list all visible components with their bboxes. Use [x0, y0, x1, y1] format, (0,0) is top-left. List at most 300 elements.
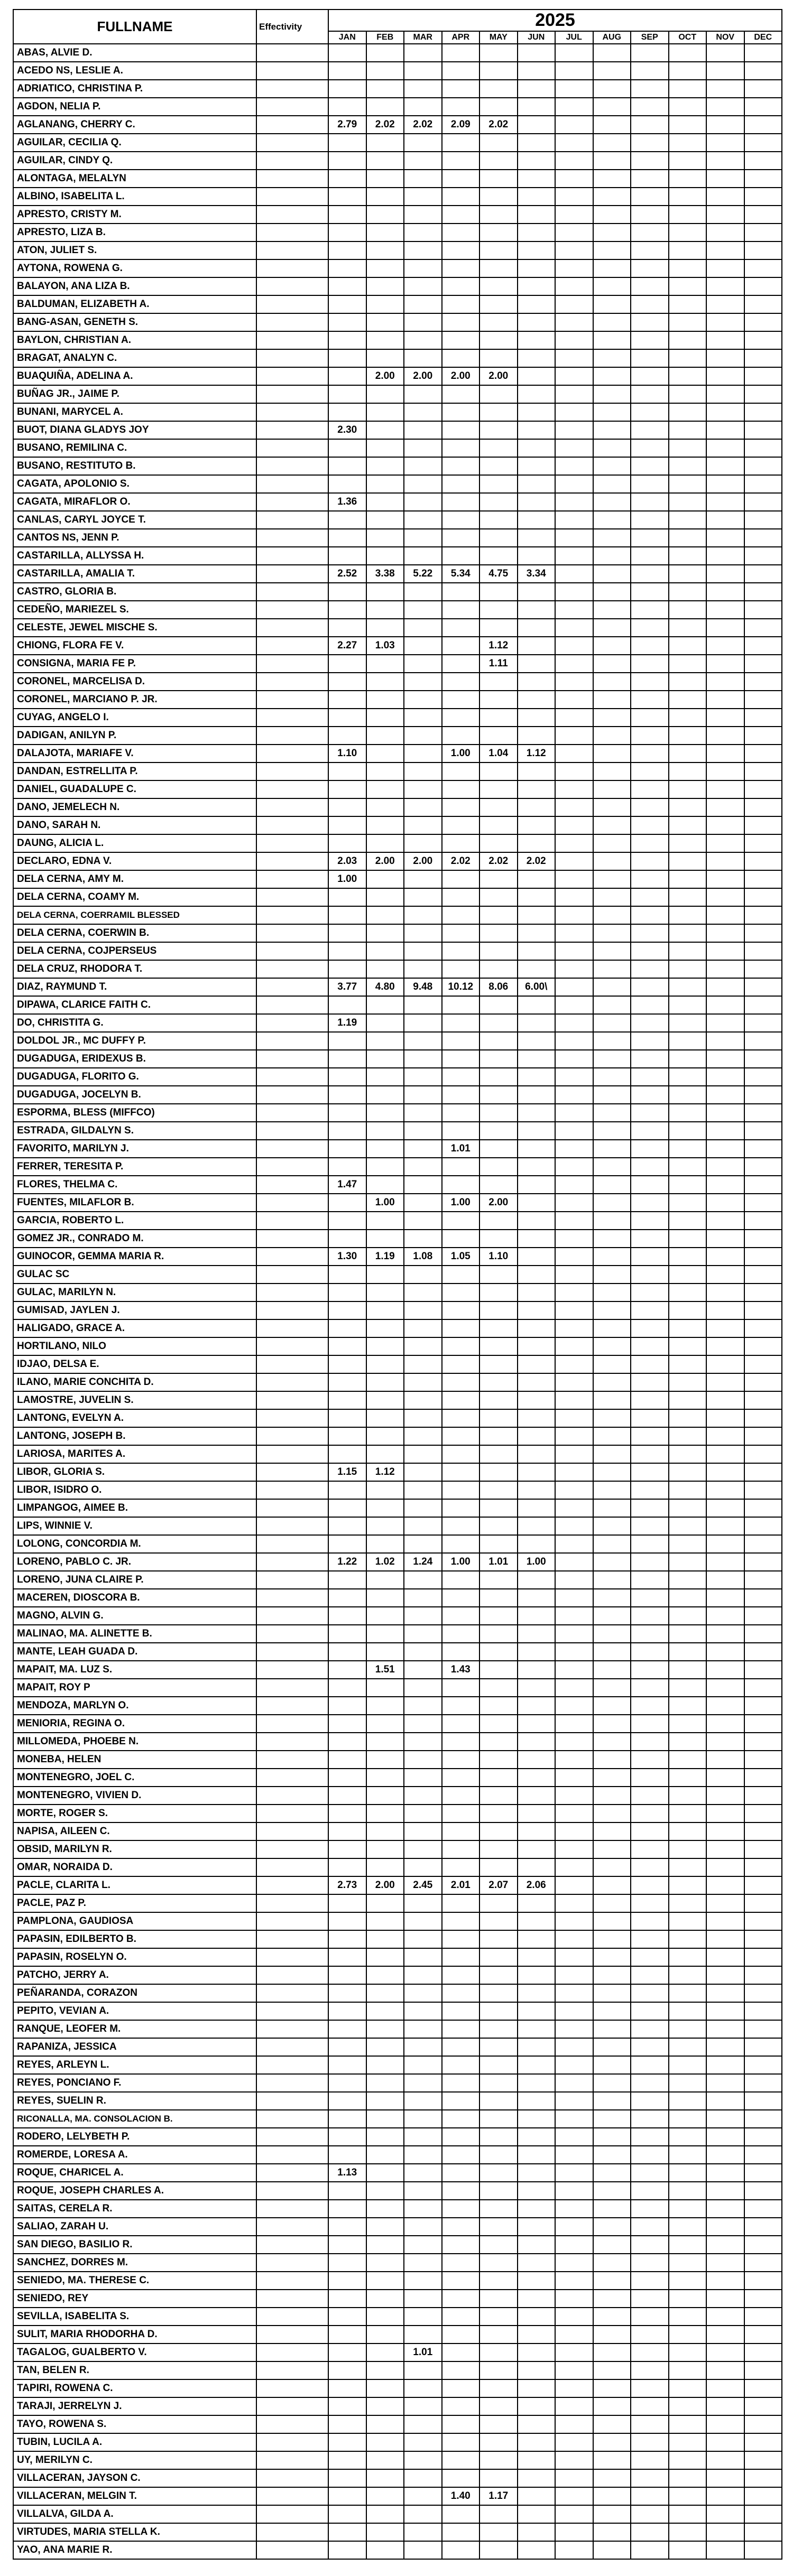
month-value-cell: [328, 1571, 366, 1589]
month-value-cell: [555, 1391, 593, 1409]
month-value-cell: [442, 1481, 480, 1499]
month-value-cell: [480, 1517, 518, 1535]
month-value-cell: [366, 457, 404, 475]
effectivity-cell: [256, 619, 328, 637]
month-value-cell: [480, 2218, 518, 2236]
month-value-cell: [328, 1517, 366, 1535]
month-value-cell: [366, 1643, 404, 1661]
month-value-cell: [404, 152, 442, 170]
month-value-cell: [631, 44, 669, 62]
month-value-cell: [631, 1499, 669, 1517]
month-value-cell: [518, 2415, 556, 2433]
month-value-cell: [669, 1697, 707, 1715]
table-row: [13, 2343, 782, 2361]
table-row: [13, 601, 782, 619]
month-value-cell: [480, 1409, 518, 1427]
month-value-cell: [706, 709, 744, 727]
table-row: [13, 1715, 782, 1733]
month-value-cell: [404, 1912, 442, 1930]
month-value-cell: [480, 1589, 518, 1607]
fullname-cell: BUSANO, RESTITUTO B.: [13, 457, 256, 475]
month-value-cell: 2.02: [518, 852, 556, 870]
month-value-cell: [555, 978, 593, 996]
month-value-cell: [744, 1984, 782, 2002]
month-value-cell: [706, 403, 744, 421]
month-value-cell: [631, 2146, 669, 2164]
month-value-cell: [328, 80, 366, 98]
month-value-cell: 4.80: [366, 978, 404, 996]
month-value-cell: [442, 2326, 480, 2343]
month-value-cell: [404, 1858, 442, 1876]
month-value-cell: [669, 2110, 707, 2128]
month-value-cell: [593, 745, 631, 762]
month-value-cell: [404, 259, 442, 277]
month-value-cell: [442, 1697, 480, 1715]
month-value-cell: [669, 960, 707, 978]
table-row: [13, 98, 782, 116]
month-value-cell: [366, 2254, 404, 2272]
month-value-cell: [631, 942, 669, 960]
month-value-cell: [404, 1068, 442, 1086]
month-value-cell: [404, 2397, 442, 2415]
effectivity-cell: [256, 1876, 328, 1894]
month-value-cell: [631, 313, 669, 331]
effectivity-cell: [256, 2343, 328, 2361]
table-row: [13, 1822, 782, 1840]
month-value-cell: [366, 1337, 404, 1355]
month-value-cell: [404, 331, 442, 349]
effectivity-cell: [256, 2541, 328, 2559]
fullname-cell: AGUILAR, CECILIA Q.: [13, 134, 256, 152]
month-value-cell: [631, 1805, 669, 1822]
month-value-cell: [555, 727, 593, 745]
month-value-cell: [669, 1014, 707, 1032]
month-value-cell: [631, 852, 669, 870]
table-row: [13, 960, 782, 978]
month-value-cell: [744, 1337, 782, 1355]
month-value-cell: [555, 1840, 593, 1858]
month-value-cell: [442, 493, 480, 511]
month-value-cell: [669, 224, 707, 241]
month-value-cell: [480, 1445, 518, 1463]
month-value-cell: 1.12: [366, 1463, 404, 1481]
month-value-cell: [631, 2451, 669, 2469]
effectivity-cell: [256, 1553, 328, 1571]
month-value-cell: [366, 1625, 404, 1643]
month-value-cell: [442, 1104, 480, 1122]
month-value-cell: [706, 116, 744, 134]
month-value-cell: [442, 888, 480, 906]
month-value-cell: [593, 1517, 631, 1535]
month-value-cell: 1.01: [404, 2343, 442, 2361]
month-value-cell: [404, 1266, 442, 1284]
month-value-cell: [593, 852, 631, 870]
month-value-cell: [518, 601, 556, 619]
month-value-cell: [669, 44, 707, 62]
month-value-cell: [631, 2308, 669, 2326]
month-value-cell: [442, 2200, 480, 2218]
fullname-cell: BALAYON, ANA LIZA B.: [13, 277, 256, 295]
month-value-cell: [744, 2038, 782, 2056]
month-value-cell: [442, 2146, 480, 2164]
month-value-cell: [328, 762, 366, 780]
month-value-cell: [555, 1463, 593, 1481]
month-value-cell: [593, 1535, 631, 1553]
month-value-cell: [404, 1625, 442, 1643]
fullname-cell: BUÑAG JR., JAIME P.: [13, 385, 256, 403]
fullname-cell: CUYAG, ANGELO I.: [13, 709, 256, 727]
month-value-cell: [593, 2056, 631, 2074]
effectivity-cell: [256, 1679, 328, 1697]
month-value-cell: [593, 2523, 631, 2541]
month-value-cell: [366, 1427, 404, 1445]
month-value-cell: [480, 1661, 518, 1679]
month-value-cell: [442, 1266, 480, 1284]
month-value-cell: [593, 1589, 631, 1607]
table-row: [13, 224, 782, 241]
fullname-cell: TAYO, ROWENA S.: [13, 2415, 256, 2433]
month-value-cell: [555, 1230, 593, 1248]
month-value-cell: [593, 170, 631, 188]
month-value-cell: [555, 870, 593, 888]
month-value-cell: [442, 98, 480, 116]
month-value-cell: [669, 2451, 707, 2469]
month-value-cell: [404, 1661, 442, 1679]
fullname-cell: FUENTES, MILAFLOR B.: [13, 1194, 256, 1212]
month-value-cell: [480, 206, 518, 224]
table-row: [13, 2056, 782, 2074]
month-value-cell: [555, 2523, 593, 2541]
month-value-cell: [480, 2182, 518, 2200]
month-value-cell: [631, 565, 669, 583]
month-value-cell: [631, 834, 669, 852]
table-row: [13, 1589, 782, 1607]
month-value-cell: [593, 1948, 631, 1966]
month-value-cell: [669, 655, 707, 673]
month-value-cell: [669, 1858, 707, 1876]
table-row: [13, 1625, 782, 1643]
month-value-cell: [366, 1805, 404, 1822]
effectivity-cell: [256, 583, 328, 601]
fullname-cell: IDJAO, DELSA E.: [13, 1355, 256, 1373]
month-value-cell: [366, 2182, 404, 2200]
month-value-cell: [706, 1481, 744, 1499]
month-value-cell: [744, 601, 782, 619]
month-value-cell: [366, 134, 404, 152]
month-value-cell: [518, 655, 556, 673]
month-value-cell: [706, 2290, 744, 2308]
month-value-cell: [328, 62, 366, 80]
fullname-cell: BALDUMAN, ELIZABETH A.: [13, 295, 256, 313]
month-value-cell: [669, 2218, 707, 2236]
fullname-cell: GULAC, MARILYN N.: [13, 1284, 256, 1301]
month-value-cell: [442, 1122, 480, 1140]
month-value-cell: [518, 2074, 556, 2092]
effectivity-cell: [256, 1858, 328, 1876]
month-value-cell: [442, 2379, 480, 2397]
month-value-cell: [593, 1751, 631, 1769]
month-value-cell: [593, 98, 631, 116]
month-value-cell: [366, 1301, 404, 1319]
month-value-cell: 2.00: [480, 367, 518, 385]
month-value-cell: [366, 547, 404, 565]
month-value-cell: [442, 996, 480, 1014]
month-value-cell: [518, 2092, 556, 2110]
month-value-cell: [706, 924, 744, 942]
month-value-cell: [328, 1104, 366, 1122]
month-value-cell: [669, 206, 707, 224]
month-value-cell: [480, 2110, 518, 2128]
month-value-cell: [366, 313, 404, 331]
fullname-cell: GARCIA, ROBERTO L.: [13, 1212, 256, 1230]
month-value-cell: [669, 421, 707, 439]
fullname-cell: DANDAN, ESTRELLITA P.: [13, 762, 256, 780]
month-value-cell: [480, 2308, 518, 2326]
month-value-cell: 1.22: [328, 1553, 366, 1571]
fullname-cell: ROQUE, JOSEPH CHARLES A.: [13, 2182, 256, 2200]
month-value-cell: [366, 1715, 404, 1733]
month-value-cell: [593, 780, 631, 798]
table-row: [13, 1966, 782, 1984]
month-value-cell: [366, 152, 404, 170]
month-value-cell: [328, 2361, 366, 2379]
month-value-cell: [328, 1697, 366, 1715]
month-value-cell: [480, 2326, 518, 2343]
month-value-cell: [366, 2290, 404, 2308]
month-value-cell: [518, 2379, 556, 2397]
month-value-cell: [593, 1733, 631, 1751]
table-row: [13, 2218, 782, 2236]
month-value-cell: [366, 996, 404, 1014]
month-value-cell: [555, 1912, 593, 1930]
month-value-cell: 2.00: [480, 1194, 518, 1212]
month-value-cell: [404, 2182, 442, 2200]
month-value-cell: [328, 1266, 366, 1284]
month-value-cell: [328, 1122, 366, 1140]
month-value-cell: [706, 1427, 744, 1445]
month-value-cell: [631, 1840, 669, 1858]
table-row: [13, 1733, 782, 1751]
month-value-cell: [518, 44, 556, 62]
month-value-cell: [744, 1715, 782, 1733]
month-value-cell: [744, 2308, 782, 2326]
month-value-cell: [706, 188, 744, 206]
month-value-cell: [404, 745, 442, 762]
fullname-cell: DELA CERNA, AMY M.: [13, 870, 256, 888]
month-value-cell: [631, 1966, 669, 1984]
month-value-cell: [366, 1499, 404, 1517]
month-value-cell: [442, 2164, 480, 2182]
month-value-cell: [631, 1284, 669, 1301]
month-value-cell: [366, 2505, 404, 2523]
month-value-cell: [744, 493, 782, 511]
month-value-cell: [631, 762, 669, 780]
effectivity-cell: [256, 2379, 328, 2397]
month-value-cell: [631, 583, 669, 601]
fullname-cell: DANO, JEMELECH N.: [13, 798, 256, 816]
month-value-cell: [669, 547, 707, 565]
table-row: [13, 762, 782, 780]
month-value-cell: [744, 277, 782, 295]
month-value-cell: [480, 1086, 518, 1104]
month-value-cell: [631, 1319, 669, 1337]
month-value-cell: [328, 529, 366, 547]
month-value-cell: [593, 152, 631, 170]
month-value-cell: [442, 2218, 480, 2236]
month-value-cell: [555, 152, 593, 170]
month-value-cell: [328, 798, 366, 816]
month-value-cell: [328, 1427, 366, 1445]
fullname-cell: MAPAIT, ROY P: [13, 1679, 256, 1697]
effectivity-cell: [256, 2433, 328, 2451]
month-value-cell: [555, 1535, 593, 1553]
month-value-cell: [328, 188, 366, 206]
month-value-cell: [442, 1373, 480, 1391]
month-value-cell: [366, 1176, 404, 1194]
fullname-cell: CANTOS NS, JENN P.: [13, 529, 256, 547]
month-value-cell: [744, 960, 782, 978]
month-value-cell: [631, 2290, 669, 2308]
month-value-cell: [480, 1643, 518, 1661]
month-value-cell: [706, 1373, 744, 1391]
month-value-cell: [631, 2218, 669, 2236]
month-value-cell: 6.00\: [518, 978, 556, 996]
month-value-cell: [366, 2038, 404, 2056]
month-value-cell: [744, 727, 782, 745]
month-value-cell: [442, 1014, 480, 1032]
effectivity-cell: [256, 1391, 328, 1409]
month-value-cell: [669, 2469, 707, 2487]
month-value-cell: [404, 98, 442, 116]
month-value-cell: [593, 2469, 631, 2487]
month-value-cell: [404, 583, 442, 601]
month-value-cell: [631, 1463, 669, 1481]
month-value-cell: [442, 1319, 480, 1337]
month-value-cell: [480, 906, 518, 924]
month-value-cell: [706, 1822, 744, 1840]
month-value-cell: [518, 2487, 556, 2505]
effectivity-cell: [256, 1301, 328, 1319]
effectivity-cell: [256, 1733, 328, 1751]
month-value-cell: [669, 1769, 707, 1787]
month-value-cell: [442, 2056, 480, 2074]
month-value-cell: [555, 511, 593, 529]
fullname-cell: AGUILAR, CINDY Q.: [13, 152, 256, 170]
month-value-cell: [744, 1499, 782, 1517]
month-value-cell: [404, 2110, 442, 2128]
month-value-cell: [706, 2451, 744, 2469]
effectivity-cell: [256, 367, 328, 385]
fullname-cell: AGLANANG, CHERRY C.: [13, 116, 256, 134]
month-value-cell: [706, 1499, 744, 1517]
month-value-cell: [631, 2056, 669, 2074]
table-row: [13, 152, 782, 170]
effectivity-cell: [256, 62, 328, 80]
month-value-cell: [669, 1912, 707, 1930]
month-value-cell: [631, 1858, 669, 1876]
effectivity-cell: [256, 637, 328, 655]
month-value-cell: [593, 834, 631, 852]
table-row: [13, 367, 782, 385]
month-value-cell: [480, 1463, 518, 1481]
month-value-cell: [631, 2128, 669, 2146]
month-value-cell: [631, 673, 669, 691]
month-value-cell: [518, 188, 556, 206]
month-value-cell: [518, 2505, 556, 2523]
effectivity-cell: [256, 1822, 328, 1840]
month-value-cell: [744, 2415, 782, 2433]
table-row: [13, 942, 782, 960]
month-value-cell: [706, 421, 744, 439]
month-value-cell: [555, 98, 593, 116]
month-value-cell: [631, 1104, 669, 1122]
month-value-cell: [442, 224, 480, 241]
month-value-cell: [631, 259, 669, 277]
month-value-cell: [404, 80, 442, 98]
month-value-cell: [555, 1643, 593, 1661]
month-value-cell: [404, 1840, 442, 1858]
month-value-cell: [404, 2038, 442, 2056]
month-value-cell: [555, 385, 593, 403]
month-value-cell: [593, 1427, 631, 1445]
month-value-cell: [518, 960, 556, 978]
month-value-cell: [404, 2200, 442, 2218]
month-value-cell: [593, 1553, 631, 1571]
month-value-cell: [328, 2182, 366, 2200]
month-value-cell: [366, 2092, 404, 2110]
month-value-cell: [593, 2272, 631, 2290]
effectivity-cell: [256, 44, 328, 62]
month-value-cell: [404, 1481, 442, 1499]
month-value-cell: [404, 2415, 442, 2433]
month-value-cell: [442, 547, 480, 565]
effectivity-cell: [256, 1319, 328, 1337]
month-value-cell: [366, 1212, 404, 1230]
month-value-cell: [518, 1427, 556, 1445]
month-value-cell: [706, 277, 744, 295]
fullname-cell: DUGADUGA, ERIDEXUS B.: [13, 1050, 256, 1068]
month-value-cell: [404, 2092, 442, 2110]
fullname-cell: AGDON, NELIA P.: [13, 98, 256, 116]
month-value-cell: [518, 403, 556, 421]
month-value-cell: [555, 2002, 593, 2020]
month-value-cell: [442, 385, 480, 403]
month-value-cell: [706, 2487, 744, 2505]
effectivity-cell: [256, 134, 328, 152]
month-value-cell: [706, 2236, 744, 2254]
month-value-cell: [328, 888, 366, 906]
month-value-cell: [706, 1787, 744, 1805]
table-row: [13, 1481, 782, 1499]
month-value-cell: [328, 2146, 366, 2164]
month-value-cell: [480, 2020, 518, 2038]
month-value-cell: [328, 1068, 366, 1086]
month-value-cell: [442, 2038, 480, 2056]
month-value-cell: [404, 1463, 442, 1481]
month-value-cell: [404, 44, 442, 62]
fullname-cell: ATON, JULIET S.: [13, 241, 256, 259]
month-value-cell: [631, 224, 669, 241]
month-value-cell: 1.00: [328, 870, 366, 888]
month-value-cell: [366, 1158, 404, 1176]
table-row: [13, 1769, 782, 1787]
month-value-cell: [555, 2056, 593, 2074]
month-value-cell: [518, 2397, 556, 2415]
month-value-cell: [518, 816, 556, 834]
month-value-cell: [328, 2254, 366, 2272]
fullname-cell: GUMISAD, JAYLEN J.: [13, 1301, 256, 1319]
month-value-cell: [366, 1230, 404, 1248]
